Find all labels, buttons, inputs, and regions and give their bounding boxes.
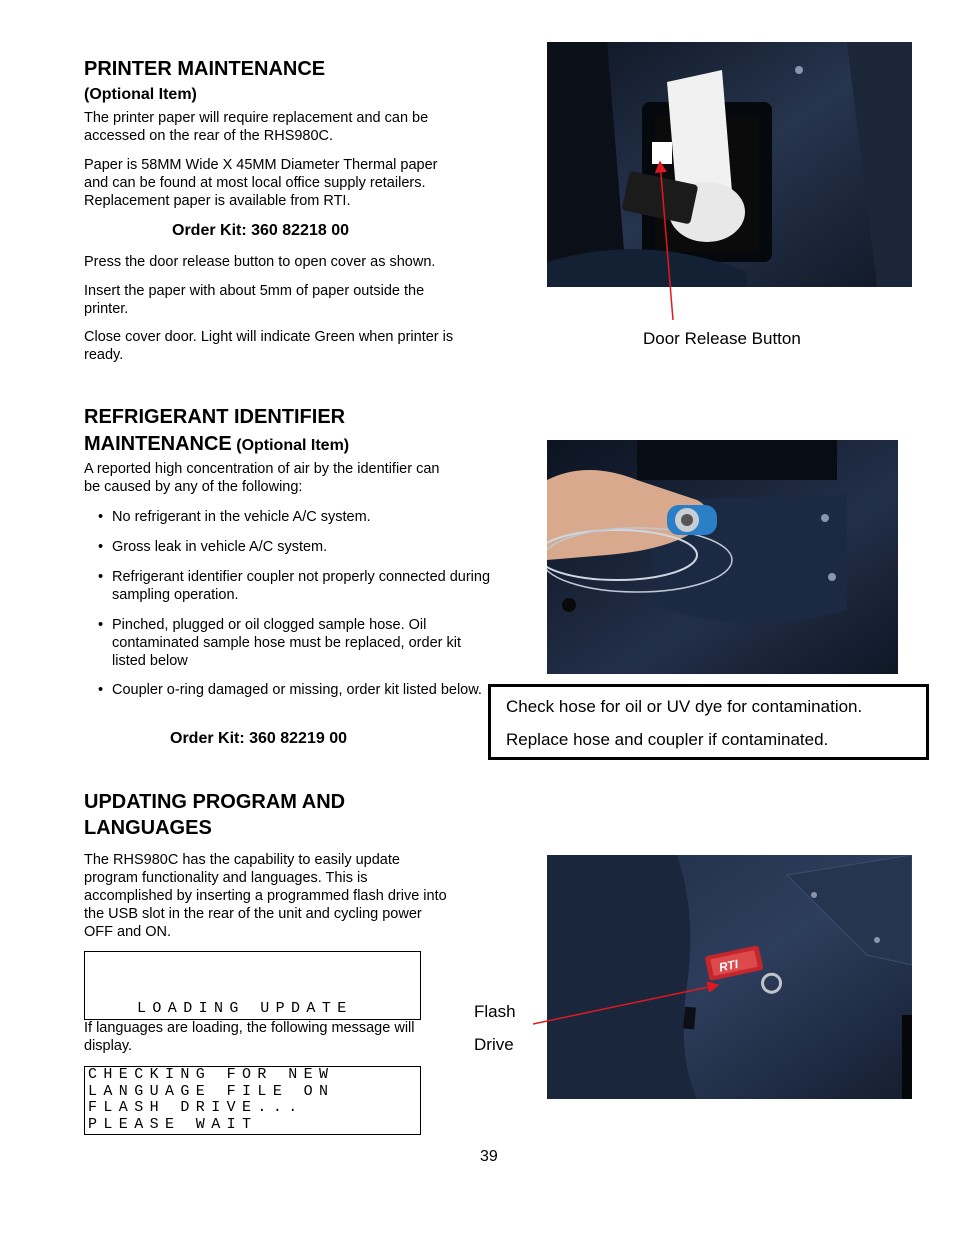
flash-caption-line2: Drive [474,1035,514,1054]
printer-optional-subtitle: (Optional Item) [84,86,197,103]
printer-paragraph-paper: Paper is 58MM Wide X 45MM Diameter Thermal paper and can be found at most local office supply retailers. Replacement paper is available from RTI. [84,157,438,209]
flash-drive-arrow [533,985,718,1024]
note-line-check: Check hose for oil or UV dye for contamination. [506,697,863,716]
list-item: • No refrigerant in the vehicle A/C system. [98,509,371,525]
lcd-loading-update-text: LOADING UPDATE [137,1000,353,1017]
refrigerant-heading-line1: REFRIGERANT IDENTIFIER [84,406,346,428]
lcd-line-4: PLEASE WAIT [88,1115,258,1133]
refrigerant-intro: A reported high concentration of air by the identifier can be caused by any of the following: [84,461,440,495]
refrigerant-order-kit: Order Kit: 360 82219 00 [170,730,347,747]
lcd-line-3: FLASH DRIVE... [88,1099,304,1116]
note-line-replace: Replace hose and coupler if contaminated. [506,730,829,749]
updating-heading-line2: LANGUAGES [84,817,212,839]
printer-paragraph-insert: Insert the paper with about 5mm of paper outside the printer. [84,283,425,317]
list-item: • Coupler o-ring damaged or missing, order kit listed below. [98,682,482,698]
refrigerant-heading-maintenance: MAINTENANCE [84,433,232,455]
lcd-line-2: LANGUAGE FILE ON [88,1082,335,1100]
updating-language-paragraph: If languages are loading, the following message will display. [84,1020,415,1054]
lcd-line-1: CHECKING FOR NEW [88,1066,335,1083]
door-release-arrow [660,162,673,320]
list-item: • Gross leak in vehicle A/C system. [98,539,328,555]
printer-paragraph-door: Press the door release button to open cover as shown. [84,254,436,270]
usb-rti-label: RTI [717,956,740,975]
list-item: • Refrigerant identifier coupler not properly connected during sampling operation. [98,569,491,603]
printer-maintenance-heading: PRINTER MAINTENANCE [84,58,326,80]
printer-paragraph-access: The printer paper will require replacement and can be accessed on the rear of the RHS980C. [84,110,429,144]
updating-paragraph: The RHS980C has the capability to easily update program functionality and languages. This is accomplished by inserting a programmed flash drive into the USB slot in the rear of the unit and cycling power OFF and ON. [84,852,447,940]
list-item: • Pinched, plugged or oil clogged sample hose. Oil contaminated sample hose must be replaced, order kit listed below [98,617,461,669]
refrigerant-optional-subtitle: (Optional Item) [236,437,350,454]
printer-paragraph-close: Close cover door. Light will indicate Green when printer is ready. [84,329,454,363]
flash-caption-line1: Flash [474,1002,516,1021]
updating-heading-line1: UPDATING PROGRAM AND [84,791,346,813]
printer-order-kit: Order Kit: 360 82218 00 [172,222,349,239]
page-number: 39 [480,1148,498,1165]
door-release-caption: Door Release Button [643,329,801,348]
